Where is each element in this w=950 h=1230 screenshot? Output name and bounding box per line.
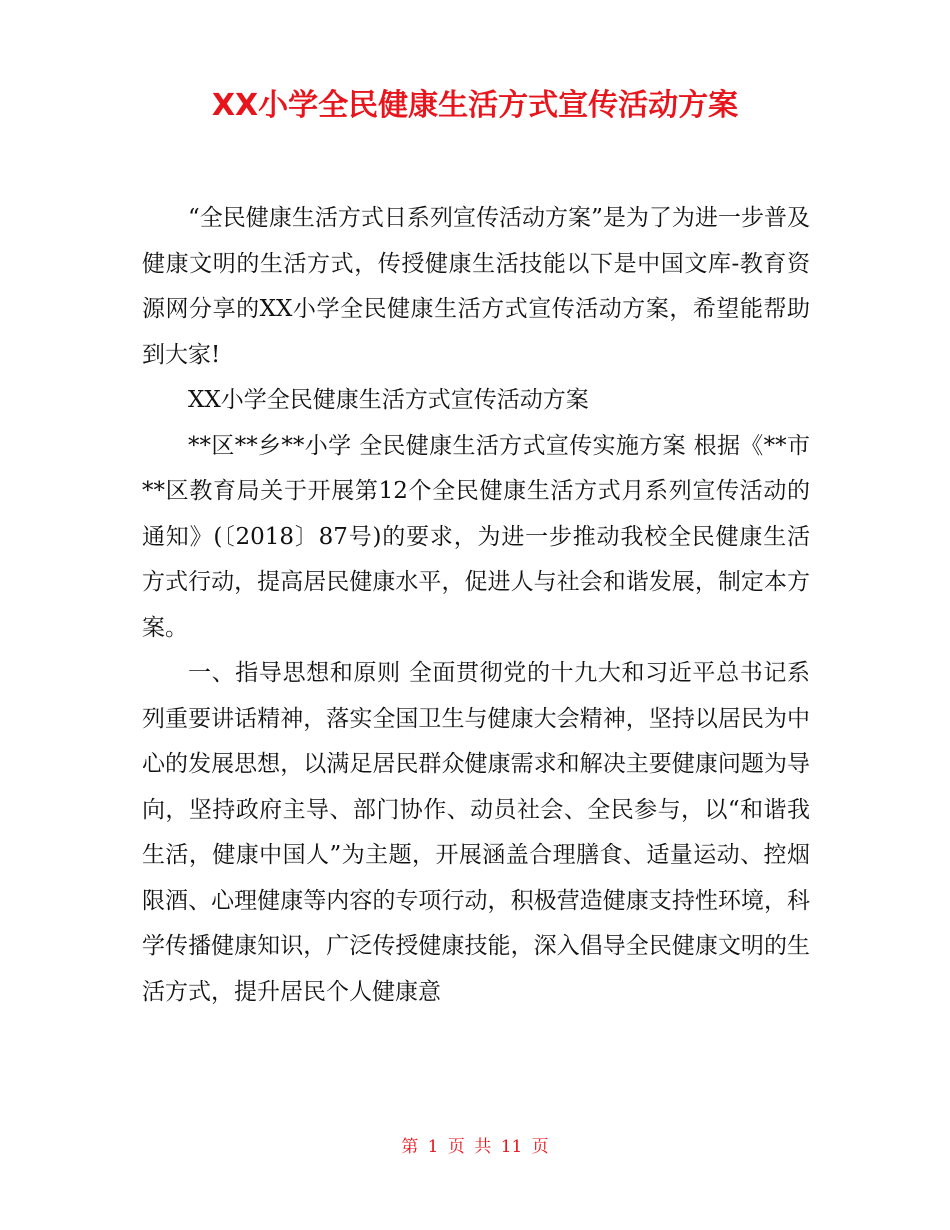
document-title: XX小学全民健康生活方式宣传活动方案 — [211, 88, 739, 123]
paragraph-intro: “全民健康生活方式日系列宣传活动方案”是为了为进一步普及健康文明的生活方式，传授健康生活技能以下是中国文库-教育资源网分享的XX小学全民健康生活方式宣传活动方案，希望能帮助到大家! — [142, 205, 810, 368]
paragraph-guiding-principles: 一、指导思想和原则 全面贯彻党的十九大和习近平总书记系列重要讲话精神，落实全国卫生与健康大会精神，坚持以居民为中心的发展思想，以满足居民群众健康需求和解决主要健康问题为导向，坚持政府主导、部门协作、动员社会、全民参与，以“和谐我生活，健康中国人”为主题，开展涵盖合理膳食、适量运动、控烟限酒、心理健康等内容的专项行动，积极营造健康支持性环境，科学传播健康知识，广泛传授健康技能，深入倡导全民健康文明的生活方式，提升居民个人健康意 — [142, 660, 810, 1005]
page-footer: 第 1 页 共 11 页 — [401, 1137, 549, 1157]
document-body — [142, 196, 810, 1015]
paragraph-basis: **区**乡**小学 全民健康生活方式宣传实施方案 根据《**市**区教育局关于开展第12个全民健康生活方式月系列宣传活动的通知》(〔2018〕87号)的要求，为进一步推动我校全民健康生活方式行动，提高居民健康水平，促进人与社会和谐发展，制定本方案。 — [142, 432, 810, 641]
paragraph-subtitle: XX小学全民健康生活方式宣传活动方案 — [188, 387, 589, 413]
